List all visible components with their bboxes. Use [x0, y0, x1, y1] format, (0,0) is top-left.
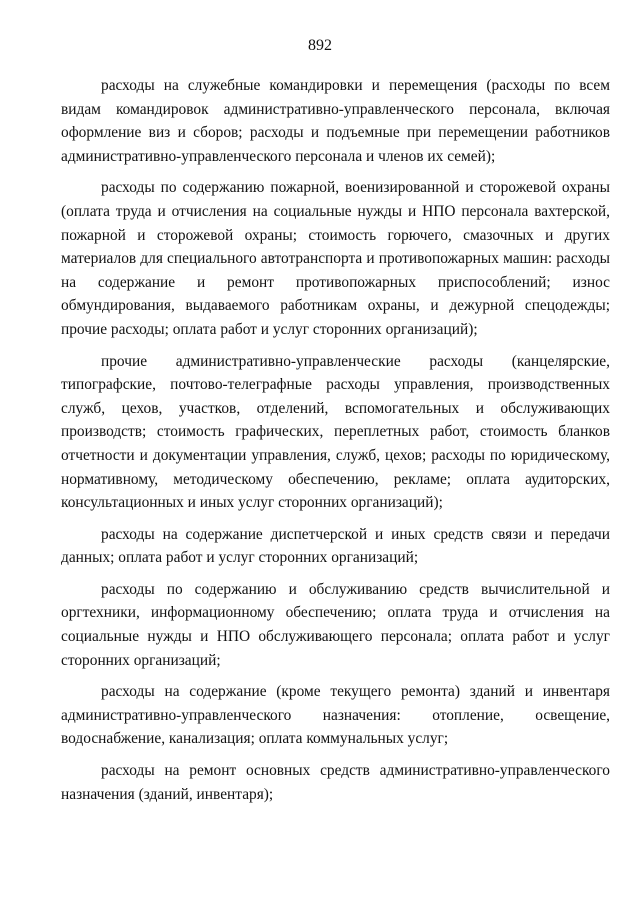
page-number: 892	[308, 37, 332, 54]
paragraph-communications-expenses: расходы на содержание диспетчерской и иных средств связи и передачи данных; оплата работ и услуг сторонних организаций;	[61, 525, 610, 567]
paragraph-other-admin-expenses: прочие административно-управленческие расходы (канцелярские, типографские, почтово-телеграфные расходы управления, производственных служб, цехов, участков, отделений, вспомогательных и обслуживающих производств; стоимость графических, переплетных работ, стоимость бланков отчетности и документации управления, служб, цехов; расходы по юридическому, нормативному, методическому обеспечению, рекламе; оплата аудиторских, консультационных и иных услуг сторонних организаций);	[61, 352, 610, 512]
paragraph-security-expenses: расходы по содержанию пожарной, военизированной и сторожевой охраны (оплата труда и отчисления на социальные нужды и НПО персонала вахтерской, пожарной и сторожевой охраны; стоимость горючего, смазочных и других материалов для специального автотранспорта и противопожарных машин: расходы на содержание и ремонт противопожарных приспособлений; износ обмундирования, выдаваемого работникам охраны, и дежурной спецодежды; прочие расходы; оплата работ и услуг сторонних организаций);	[61, 179, 610, 338]
paragraph-building-maintenance-expenses: расходы на содержание (кроме текущего ремонта) зданий и инвентаря административно-управленческого назначения: отопление, освещение, водоснабжение, канализация; оплата коммунальных услуг;	[61, 683, 610, 748]
paragraph-repair-expenses: расходы на ремонт основных средств административно-управленческого назначения (зданий, инвентаря);	[61, 762, 610, 803]
paragraph-computing-expenses: расходы по содержанию и обслуживанию средств вычислительной и оргтехники, информационному обеспечению; оплата труда и отчисления на социальные нужды и НПО обслуживающего персонала; оплата работ и услуг сторонних организаций;	[61, 580, 610, 669]
paragraph-business-travel-expenses: расходы на служебные командировки и перемещения (расходы по всем видам командировок административно-управленческого персонала, включая оформление виз и сборов; расходы и подъемные при перемещении работников административно-управленческого персонала и членов их семей);	[61, 77, 610, 165]
body-text	[61, 74, 610, 814]
